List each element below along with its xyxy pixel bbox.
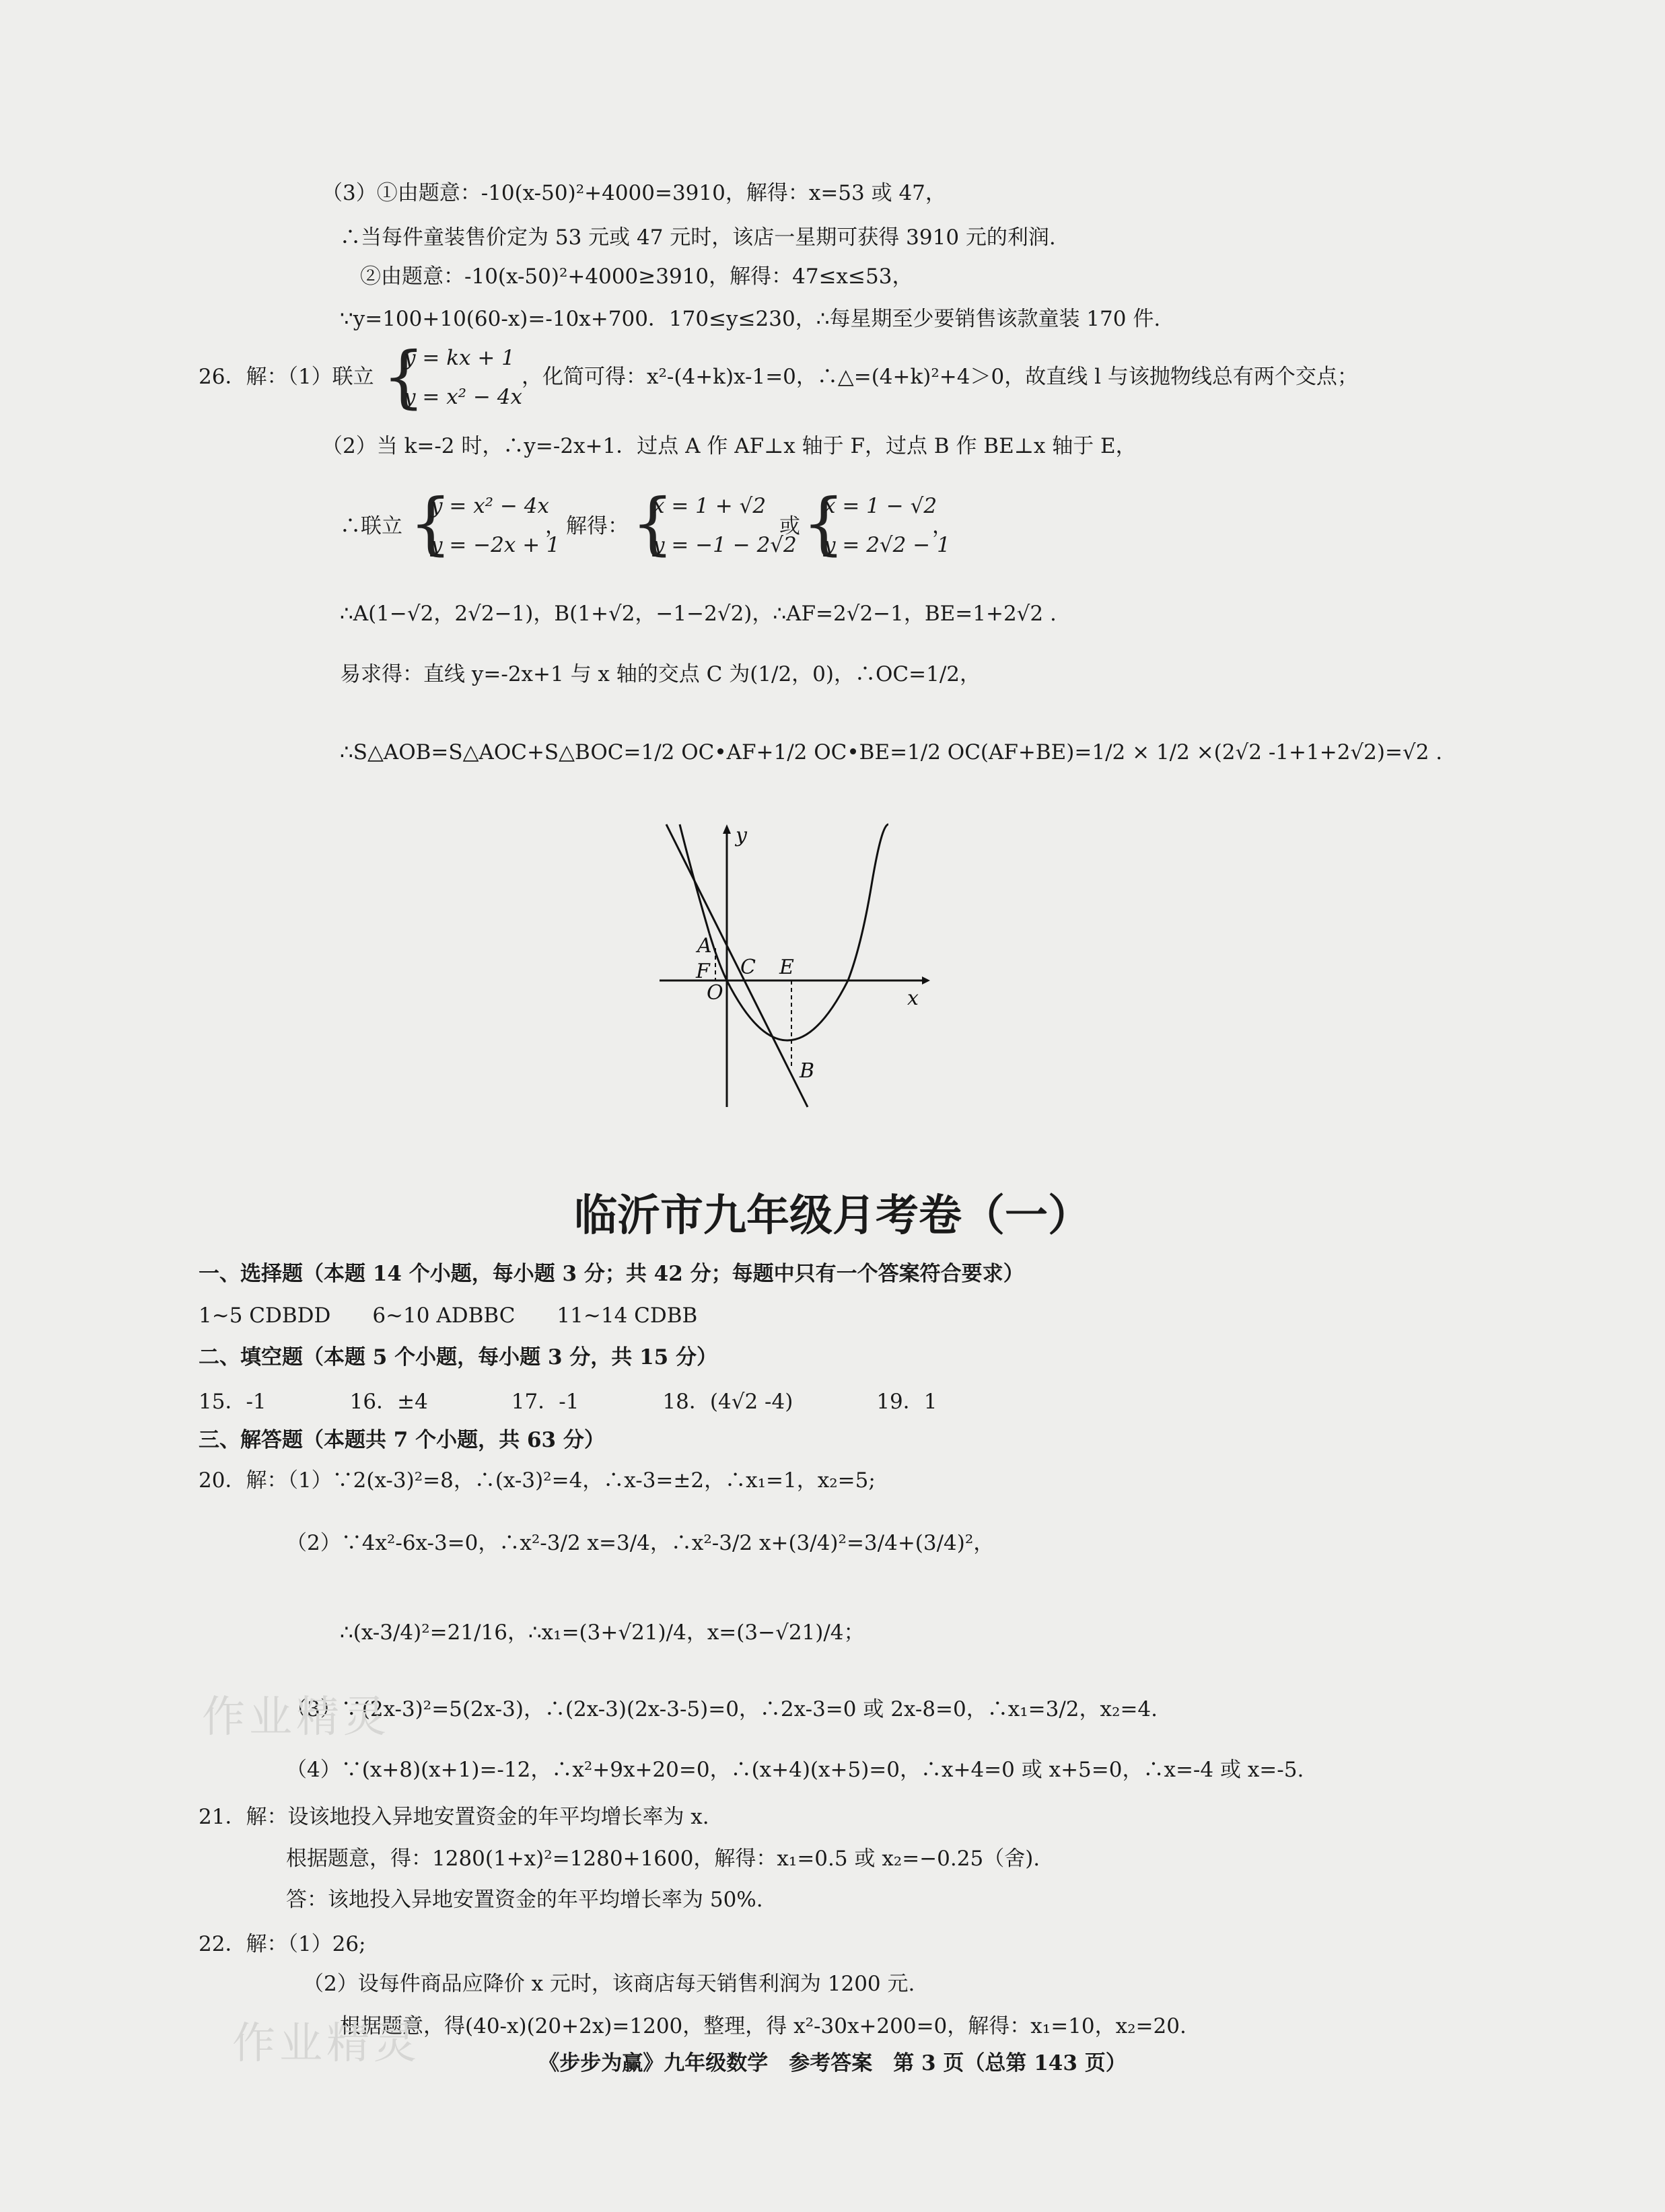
text-line: ∴S△AOB=S△AOC+S△BOC=1/2 OC•AF+1/2 OC•BE=1/2 OC(AF+BE)=1/2 × 1/2 ×(2√2 -1+1+2√2)=√2 . (340, 740, 1443, 764)
equation: y = kx + 1 (404, 346, 515, 370)
brace: { (802, 484, 845, 563)
text-line: （2）设每件商品应降价 x 元时，该商店每天销售利润为 1200 元. (303, 1972, 915, 1996)
text-line: 22．解：（1）26; (199, 1932, 366, 1956)
brace: { (631, 484, 674, 563)
text-line: （3）∵(2x-3)²=5(2x-3)，∴(2x-3)(2x-3-5)=0，∴2x-3=0 或 2x-8=0，∴x₁=3/2，x₂=4. (286, 1697, 1158, 1721)
parabola-figure (639, 818, 935, 1114)
equation: y = −1 − 2√2 (653, 533, 797, 557)
equation: y = x² − 4x (431, 494, 549, 518)
watermark: 作业精灵 (202, 1692, 390, 1742)
text-line: 26．解：（1）联立 (199, 365, 374, 389)
text-line: 易求得：直线 y=-2x+1 与 x 轴的交点 C 为(1/2，0)，∴OC=1/2， (340, 662, 981, 686)
axis-label-x: x (907, 987, 919, 1010)
point-label-o: O (707, 981, 723, 1005)
text-line: ∵y=100+10(60-x)=-10x+700．170≤y≤230，∴每星期至少要销售该款童装 170 件. (340, 307, 1161, 331)
section-heading: 二、填空题（本题 5 个小题，每小题 3 分，共 15 分） (199, 1345, 718, 1369)
text-line: 21．解：设该地投入异地安置资金的年平均增长率为 x. (199, 1805, 709, 1829)
text-line: 15．-1 16．±4 17．-1 18．(4√2 -4) 19．1 (199, 1390, 937, 1414)
brace: { (382, 337, 425, 416)
brace: { (409, 484, 452, 563)
point-label-c: C (740, 956, 756, 979)
page-title: 临沂市九年级月考卷（一） (574, 1191, 1091, 1241)
text-line: 根据题意，得(40-x)(20+2x)=1200，整理，得 x²-30x+200=0，解得：x₁=10，x₂=20. (340, 2014, 1186, 2038)
equation: y = −2x + 1 (431, 533, 560, 557)
watermark: 作业精灵 (232, 2019, 421, 2069)
equation: y = x² − 4x (404, 385, 522, 409)
text-line: 答：该地投入异地安置资金的年平均增长率为 50%. (286, 1888, 763, 1912)
text-line: ②由题意：-10(x-50)²+4000≥3910，解得：47≤x≤53， (360, 264, 913, 289)
equation: y = 2√2 − 1 (824, 533, 950, 557)
axis-label-y: y (736, 824, 747, 847)
section-heading: 三、解答题（本题共 7 个小题，共 63 分） (199, 1428, 605, 1452)
page-footer: 《步步为赢》九年级数学 参考答案 第 3 页（总第 143 页） (538, 2051, 1127, 2075)
text-line: 1~5 CDBDD 6~10 ADBBC 11~14 CDBB (199, 1304, 698, 1328)
point-label-b: B (800, 1059, 815, 1083)
point-label-a: A (697, 934, 712, 958)
text-line: ∴联立 (340, 514, 402, 538)
text-line: （2）当 k=-2 时，∴y=-2x+1．过点 A 作 AF⊥x 轴于 F，过点 B 作 BE⊥x 轴于 E， (322, 434, 1137, 458)
text-line: ∴当每件童装售价定为 53 元或 47 元时，该店一星期可获得 3910 元的利润. (340, 225, 1056, 250)
equation: x = 1 + √2 (653, 494, 767, 518)
point-label-e: E (779, 956, 794, 979)
text-line: ，解得： (545, 514, 629, 538)
text-line: （4）∵(x+8)(x+1)=-12，∴x²+9x+20=0，∴(x+4)(x+5)=0，∴x+4=0 或 x+5=0，∴x=-4 或 x=-5. (286, 1758, 1304, 1782)
text-line: 20．解：（1）∵2(x-3)²=8，∴(x-3)²=4，∴x-3=±2，∴x₁=1，x₂=5; (199, 1468, 876, 1493)
text-line: ∴A(1−√2，2√2−1)，B(1+√2，−1−2√2)，∴AF=2√2−1，BE=1+2√2 . (340, 602, 1057, 626)
text-line: ∴(x-3/4)²=21/16，∴x₁=(3+√21)/4，x=(3−√21)/4； (340, 1620, 865, 1645)
text-line: ， (932, 514, 953, 538)
section-heading: 一、选择题（本题 14 个小题，每小题 3 分；共 42 分；每题中只有一个答案符合要求） (199, 1262, 1024, 1286)
text-line: （3）①由题意：-10(x-50)²+4000=3910，解得：x=53 或 47， (322, 181, 946, 205)
text-line: ，化简可得：x²-(4+k)x-1=0，∴△=(4+k)²+4＞0，故直线 l 与该抛物线总有两个交点； (522, 365, 1358, 389)
text-line: 根据题意，得：1280(1+x)²=1280+1600，解得：x₁=0.5 或 x₂=−0.25（舍). (286, 1847, 1040, 1871)
text-line: （2）∵4x²-6x-3=0，∴x²-3/2 x=3/4，∴x²-3/2 x+(3/4)²=3/4+(3/4)²， (286, 1531, 995, 1555)
text-line: 或 (779, 514, 800, 538)
equation: x = 1 − √2 (824, 494, 937, 518)
point-label-f: F (696, 960, 710, 983)
